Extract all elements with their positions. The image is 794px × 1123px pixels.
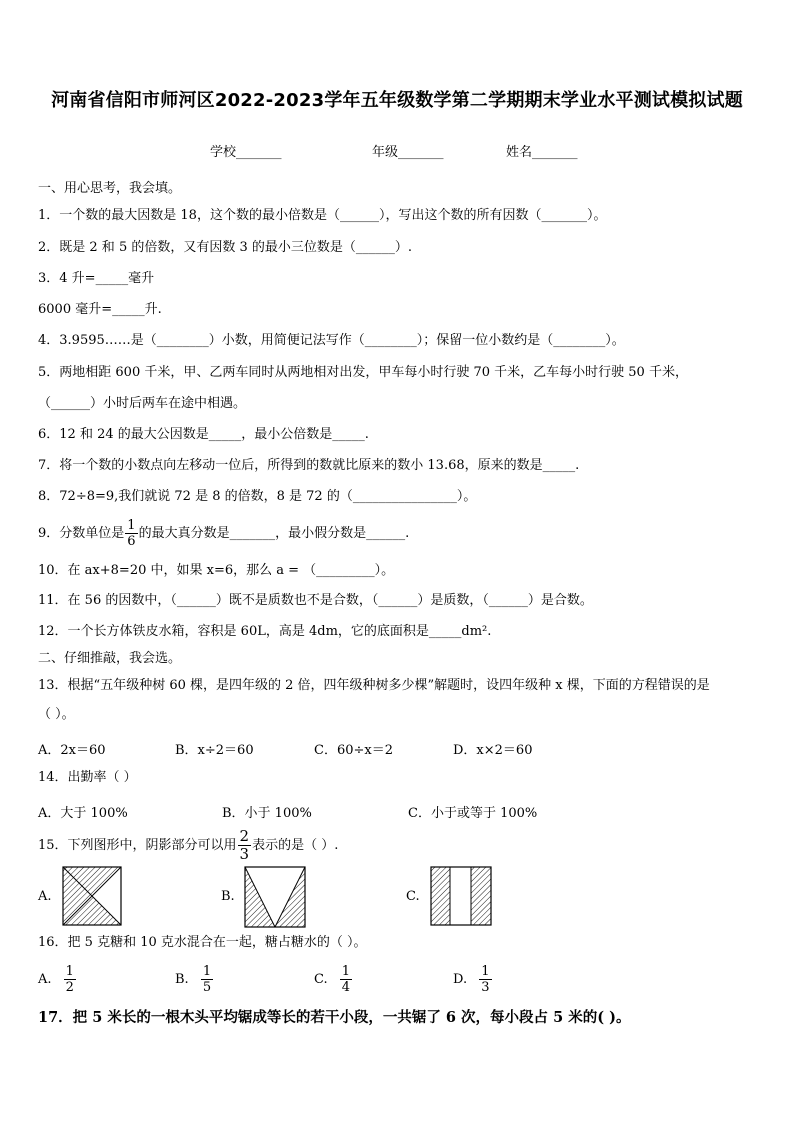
- q13-option-c: C．60÷x＝2: [314, 743, 393, 758]
- question-10: 10．在 ax+8=20 中，如果 x=6，那么 a = （_________）。: [38, 563, 395, 578]
- question-11: 11．在 56 的因数中，（______）既不是质数也不是合数，（______）是质数，（______）是合数。: [38, 593, 593, 608]
- q16-option-a: A. $\frac{1}{2}$: [38, 964, 74, 995]
- question-12: 12．一个长方体铁皮水箱，容积是 60L，高是 4dm，它的底面积是_____dm².: [38, 624, 492, 639]
- question-3-part-a: 3．4 升=_____毫升: [38, 271, 155, 286]
- q14-option-c: C．小于或等于 100%: [408, 806, 538, 821]
- fraction-one-sixth: $\frac{1}{6}$: [127, 518, 136, 549]
- question-3-part-b: 6000 毫升=_____升.: [38, 302, 162, 317]
- fraction-one-half: $\frac{1}{2}$: [65, 964, 74, 995]
- question-15-prefix: 15．下列图形中，阴影部分可以用: [38, 838, 237, 853]
- question-5-line-2: （______）小时后两车在途中相遇。: [38, 396, 247, 411]
- q14-option-a: A．大于 100%: [38, 806, 128, 821]
- q13-option-d: D．x×2＝60: [453, 743, 533, 758]
- page-title: 河南省信阳市师河区2022-2023学年五年级数学第二学期期末学业水平测试模拟试题: [51, 90, 743, 111]
- figure-c-striped-rectangle: [430, 866, 492, 926]
- fraction-one-fourth: $\frac{1}{4}$: [341, 964, 351, 995]
- fraction-one-fifth: $\frac{1}{5}$: [202, 964, 212, 995]
- question-8: 8．72÷8=9,我们就说 72 是 8 的倍数，8 是 72 的（________________）。: [38, 489, 477, 504]
- question-5-line-1: 5．两地相距 600 千米，甲、乙两车同时从两地相对出发，甲车每小时行驶 70 千米，乙车每小时行驶 50 千米，: [38, 365, 688, 380]
- question-13-line-2: （ ）。: [38, 707, 75, 722]
- section-2-heading: 二、仔细推敲，我会选。: [38, 651, 182, 666]
- question-9-prefix: 9．分数单位是: [38, 526, 125, 541]
- figure-b-square-side-triangles: [244, 866, 306, 928]
- grade-field: 年级_______: [372, 145, 444, 160]
- q15-option-c-label: C.: [406, 889, 420, 904]
- question-1: 1．一个数的最大因数是 18，这个数的最小倍数是（______），写出这个数的所有因数（_______）。: [38, 208, 607, 223]
- question-16: 16．把 5 克糖和 10 克水混合在一起，糖占糖水的（ ）。: [38, 935, 367, 950]
- question-7: 7．将一个数的小数点向左移动一位后，所得到的数就比原来的数小 13.68，原来的数是_____.: [38, 458, 580, 473]
- section-1-heading: 一、用心思考，我会填。: [38, 181, 182, 196]
- q15-option-a-label: A.: [38, 889, 52, 904]
- q16-option-b: B. $\frac{1}{5}$: [175, 964, 212, 995]
- name-field: 姓名_______: [506, 145, 578, 160]
- question-17: 17．把 5 米长的一根木头平均锯成等长的若干小段，一共锯了 6 次，每小段占 5 米的( )。: [38, 1009, 631, 1026]
- school-field: 学校_______: [210, 145, 282, 160]
- question-9: [38, 518, 409, 549]
- question-4: 4．3.9595……是（________）小数，用简便记法写作（________）；保留一位小数约是（________）。: [38, 333, 625, 348]
- q13-option-a: A．2x＝60: [38, 743, 106, 758]
- q15-option-b-label: B.: [221, 889, 235, 904]
- question-15-suffix: 表示的是（ ）.: [252, 838, 339, 853]
- q16-option-d: D. $\frac{1}{3}$: [453, 964, 490, 995]
- question-9-suffix: 的最大真分数是_______，最小假分数是______.: [138, 526, 410, 541]
- fraction-one-third: $\frac{1}{3}$: [481, 964, 490, 995]
- q13-option-b: B．x÷2＝60: [175, 743, 254, 758]
- question-14: 14．出勤率（ ）: [38, 770, 137, 785]
- figure-a-square-triangles: [62, 866, 122, 926]
- question-13-line-1: 13．根据“五年级种树 60 棵，是四年级的 2 倍，四年级种树多少棵”解题时，设四年级种 x 棵，下面的方程错误的是: [38, 678, 710, 693]
- fraction-two-thirds: $\frac{2}{3}$: [239, 827, 250, 863]
- question-15: [38, 828, 338, 863]
- question-2: 2．既是 2 和 5 的倍数，又有因数 3 的最小三位数是（______）.: [38, 240, 413, 255]
- q14-option-b: B．小于 100%: [222, 806, 312, 821]
- question-6: 6．12 和 24 的最大公因数是_____，最小公倍数是_____.: [38, 427, 369, 442]
- q16-option-c: C. $\frac{1}{4}$: [314, 964, 351, 995]
